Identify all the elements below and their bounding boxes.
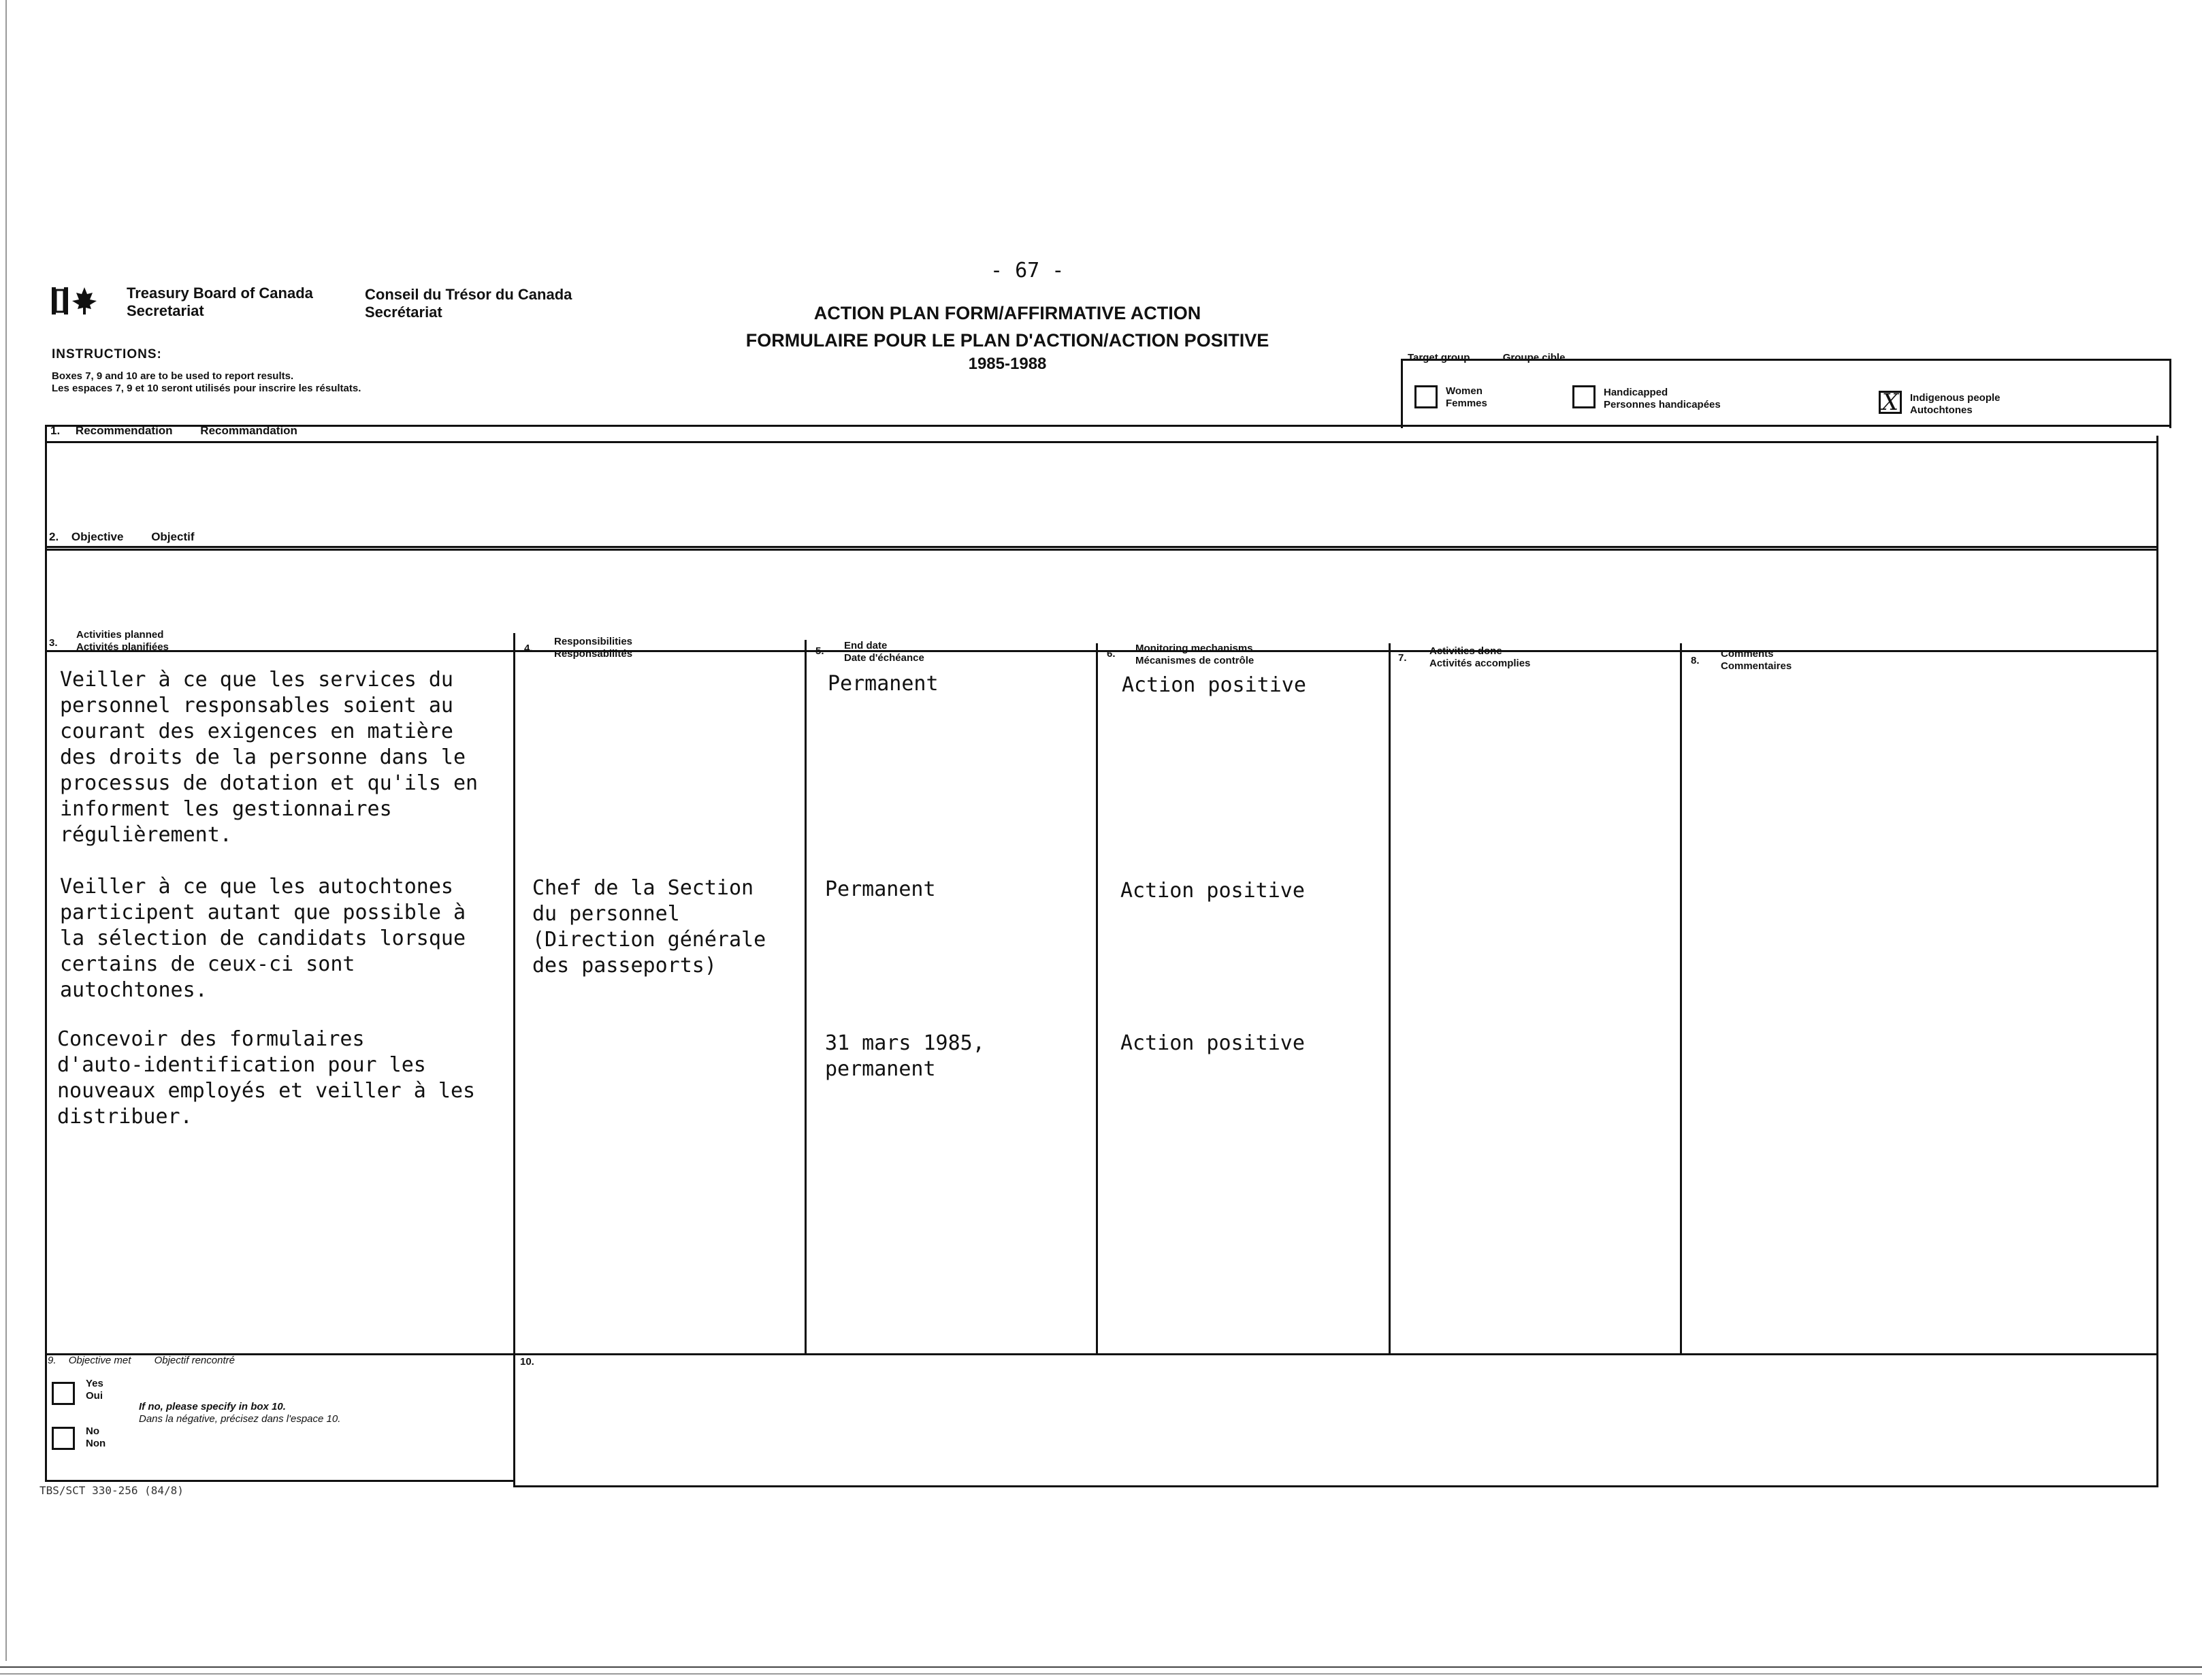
box10-number: 10. (520, 1356, 534, 1368)
scan-edge-line (0, 1666, 2202, 1668)
form-title-fr: FORMULAIRE POUR LE PLAN D'ACTION/ACTION POSITIVE (745, 330, 1269, 351)
yes-label-en: Yes (86, 1378, 103, 1389)
col6-number: 6. (1107, 648, 1116, 660)
page-number: - 67 - (990, 259, 1065, 282)
target-group-label-en: Target group (1408, 352, 1470, 364)
col7-label-en: Activities done (1429, 645, 1502, 657)
box9-label-en: Objective met (68, 1355, 131, 1366)
box9-note-fr: Dans la négative, précisez dans l'espace 10. (139, 1413, 341, 1425)
box1-field[interactable] (48, 444, 2155, 546)
col8-number: 8. (1691, 655, 1700, 666)
col7-number: 7. (1398, 652, 1407, 664)
col3-label-en: Activities planned (76, 629, 164, 641)
target-group-box (1401, 359, 2171, 428)
org-secretariat-en: Secretariat (127, 302, 204, 319)
col8-label-en: Comments (1721, 648, 1774, 660)
women-label-fr: Femmes (1446, 398, 1487, 409)
col6-label-fr: Mécanismes de contrôle (1135, 655, 1254, 666)
instructions-fr: Les espaces 7, 9 et 10 seront utilisés pour inscrire les résultats. (52, 383, 361, 394)
org-secretariat-fr: Secrétariat (365, 304, 442, 321)
canada-logo-icon (50, 285, 101, 321)
box2-field[interactable] (48, 551, 2155, 650)
box9-label-fr: Objectif rencontré (154, 1355, 235, 1366)
activity-1: Veiller à ce que les services du personnel responsables soient au courant des exigences en matière des droits de la personne dans le processus de dotation et qu'ils en informent les gestionnaires régulièrement. (60, 668, 479, 847)
form-title-en: ACTION PLAN FORM/AFFIRMATIVE ACTION (813, 303, 1201, 323)
form-top-border (45, 425, 2171, 427)
box9-number: 9. (48, 1355, 56, 1366)
responsibility-2: Chef de la Section du personnel (Direction générale des passeports) (532, 876, 766, 978)
no-label-fr: Non (86, 1438, 106, 1449)
col7-label-fr: Activités accomplies (1429, 658, 1531, 669)
indigenous-checkbox[interactable]: X (1879, 391, 1902, 414)
scan-left-edge (5, 0, 7, 1661)
col4-label-en: Responsibilities (554, 636, 633, 647)
col3-number: 3. (49, 637, 58, 649)
end-date-1: Permanent (828, 672, 939, 696)
col4-number: 4. (524, 643, 533, 654)
activity-2: Veiller à ce que les autochtones participent autant que possible à la sélection de candidats lorsque certains de ceux-ci sont autochtones. (60, 875, 466, 1002)
col3-label-fr: Activités planifiées (76, 641, 169, 653)
form-left-border (45, 425, 47, 1481)
handicapped-label-fr: Personnes handicapées (1604, 399, 1721, 410)
activity-3: Concevoir des formulaires d'auto-identification pour les nouveaux employés et veiller à les distribuer. (57, 1027, 476, 1129)
form-right-border (2156, 436, 2158, 1487)
box10-field[interactable] (517, 1368, 2154, 1483)
women-label-en: Women (1446, 385, 1483, 397)
box9-note-en: If no, please specify in box 10. (139, 1401, 286, 1412)
org-name-en: Treasury Board of Canada (127, 285, 313, 302)
box2-number: 2. (49, 530, 59, 543)
no-label-en: No (86, 1425, 99, 1437)
yes-label-fr: Oui (86, 1390, 103, 1402)
form-code: TBS/SCT 330-256 (84/8) (39, 1484, 184, 1497)
monitoring-1: Action positive (1122, 673, 1306, 697)
end-date-2: Permanent (825, 877, 936, 901)
handicapped-label-en: Handicapped (1604, 387, 1668, 398)
col8-label-fr: Commentaires (1721, 660, 1792, 672)
monitoring-3: Action positive (1120, 1031, 1305, 1055)
target-group-label-fr: Groupe cible (1502, 352, 1566, 364)
box2-label-en: Objective (71, 530, 124, 543)
box1-label-fr: Recommandation (200, 424, 297, 437)
indigenous-label-en: Indigenous people (1910, 392, 2001, 404)
org-name-fr: Conseil du Trésor du Canada (365, 286, 572, 303)
handicapped-checkbox[interactable] (1572, 385, 1596, 408)
form-years: 1985-1988 (968, 355, 1047, 373)
box1-label-en: Recommendation (75, 424, 173, 437)
monitoring-2: Action positive (1120, 879, 1305, 903)
form-bottom-border (513, 1485, 2158, 1487)
instructions-heading: INSTRUCTIONS: (52, 347, 162, 361)
women-checkbox[interactable] (1414, 385, 1438, 408)
col5-label-fr: Date d'échéance (844, 652, 924, 664)
end-date-3: 31 mars 1985, permanent (825, 1031, 985, 1081)
col4-label-fr: Responsabilités (554, 648, 633, 660)
indigenous-label-fr: Autochtones (1910, 404, 1973, 416)
objective-no-checkbox[interactable] (52, 1427, 75, 1450)
box2-label-fr: Objectif (151, 530, 195, 543)
box1-number: 1. (50, 424, 61, 437)
objective-yes-checkbox[interactable] (52, 1382, 75, 1405)
col5-label-en: End date (844, 640, 888, 651)
col6-label-en: Monitoring mechanisms (1135, 643, 1253, 654)
instructions-en: Boxes 7, 9 and 10 are to be used to report results. (52, 370, 294, 382)
col5-number: 5. (815, 645, 824, 657)
